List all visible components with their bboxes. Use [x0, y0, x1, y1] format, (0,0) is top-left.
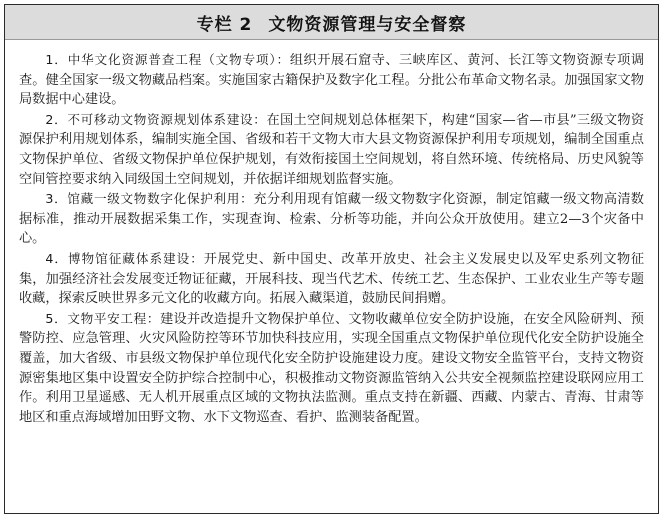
column-label: 专栏 2: [196, 14, 253, 35]
item-body: 在国土空间规划总体框架下，构建“国家—省—市县”三级文物资源保护利用规划体系，编制实施全国、省级和若干文物大市大县文物资源保护利用专项规划，编制全国重点文物保护单位、省级文物保护单位保护规划，有效衔接国土空间规划，将自然环境、传统格局、历史风貌等空间管控要求纳入同级国土空间规划，并依据详细规划监督实施。: [19, 112, 645, 187]
list-item-museum-collection: [19, 249, 644, 309]
item-lead: 2．不可移动文物资源规划体系建设：: [45, 111, 267, 127]
item-body: 充分利用现有馆藏一级文物数字化资源，制定馆藏一级文物高清数据标准，推动开展数据采集工作，实现查询、检索、分析等功能，并向公众开放使用。建立2—3个灾备中心。: [19, 192, 644, 247]
item-lead: 1．中华文化资源普查工程（文物专项）：: [45, 52, 290, 67]
item-lead: 5．文物平安工程：: [45, 310, 161, 326]
list-item-resource-survey: [19, 50, 644, 110]
item-lead: 4．博物馆征藏体系建设：: [45, 250, 204, 266]
item-body: 开展党史、新中国史、改革开放史、社会主义发展史以及军史系列文物征集，加强经济社会发展变迁物证征藏，开展科技、现当代艺术、传统工艺、生态保护、工业农业生产等专题收藏，探索反映世界多元文化的收藏方向。拓展入藏渠道，鼓励民间捐赠。: [19, 251, 645, 307]
item-body: 建设并改造提升文物保护单位、文物收藏单位安全防护设施，在安全风险研判、预警防控、应急管理、火灾风险防控等环节加快科技应用，实现全国重点文物保护单位现代化安全防护设施全覆盖，加大省级、市县级文物保护单位现代化安全防护设施建设力度。建设文物安全监管平台，支持文物资源密集地区集中设置安全防护综合控制中心，积极推动文物资源监管纳入公共安全视频监控建设联网应用工作。利用卫星遥感、无人机开展重点区域的文物执法监测。重点支持在新疆、西藏、内蒙古、青海、甘肃等地区和重点海域增加田野文物、水下文物巡查、看护、监测装备配置。: [19, 311, 644, 425]
list-item-digitization: [19, 189, 644, 249]
item-body: 组织开展石窟寺、三峡库区、黄河、长江等文物资源专项调查。健全国家一级文物藏品档案。实施国家古籍保护及数字化工程。分批公布革命文物名录。加强国家文物局数据中心建设。: [19, 53, 645, 108]
panel-title-bar: [5, 5, 658, 40]
sidebar-panel: [4, 4, 659, 514]
panel-heading: 文物资源管理与安全督察: [268, 14, 467, 35]
panel-title: [197, 10, 467, 35]
list-item-safety-project: [19, 309, 644, 428]
panel-content: [5, 40, 658, 427]
list-item-planning-system: [19, 110, 644, 189]
item-lead: 3．馆藏一级文物数字化保护利用：: [45, 191, 254, 207]
